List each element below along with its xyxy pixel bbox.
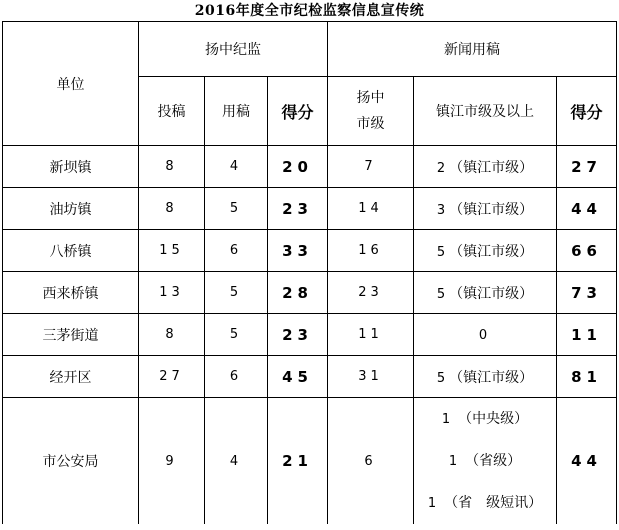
cell-unit: 经开区 — [3, 356, 139, 398]
cell-zhenjiang-count: 5 — [436, 370, 446, 386]
cell-score-news: 11 — [557, 314, 617, 356]
cell-submit: 8 — [139, 146, 205, 188]
cell-submit: 8 — [139, 188, 205, 230]
cell-yangzhong-city: 6 — [328, 398, 414, 525]
header-yangzhong-city-line2: 市级 — [356, 116, 385, 132]
table-row — [3, 356, 617, 398]
cell-used: 4 — [205, 146, 268, 188]
header-group-yangzhong: 扬中纪监 — [139, 22, 328, 77]
cell-unit: 新坝镇 — [3, 146, 139, 188]
cell-used: 6 — [205, 230, 268, 272]
table-row — [3, 146, 617, 188]
cell-zhenjiang-level — [414, 314, 557, 356]
header-zhenjiang-level: 镇江市级及以上 — [414, 77, 557, 146]
table-row — [3, 398, 617, 525]
cell-score-news: 44 — [557, 398, 617, 525]
cell-score-yangzhong: 23 — [268, 314, 328, 356]
cell-zhenjiang-level — [414, 188, 557, 230]
header-used: 用稿 — [205, 77, 268, 146]
header-submit: 投稿 — [139, 77, 205, 146]
header-score-yangzhong: 得分 — [268, 77, 328, 146]
cell-submit: 13 — [139, 272, 205, 314]
cell-score-news: 66 — [557, 230, 617, 272]
cell-unit: 油坊镇 — [3, 188, 139, 230]
header-yangzhong-city-line1: 扬中 — [356, 90, 385, 106]
cell-yangzhong-city: 11 — [328, 314, 414, 356]
cell-submit: 15 — [139, 230, 205, 272]
list-item-count: 1 — [448, 454, 458, 469]
table-row — [3, 314, 617, 356]
cell-zhenjiang-count: 5 — [436, 244, 446, 260]
cell-zhenjiang-level — [414, 230, 557, 272]
cell-zhenjiang-level — [414, 272, 557, 314]
cell-score-news: 81 — [557, 356, 617, 398]
cell-zhenjiang-text: （镇江市级） — [449, 159, 534, 176]
cell-yangzhong-city: 16 — [328, 230, 414, 272]
cell-yangzhong-city: 31 — [328, 356, 414, 398]
cell-score-yangzhong: 45 — [268, 356, 328, 398]
cell-zhenjiang-count: 3 — [436, 202, 446, 218]
cell-unit: 八桥镇 — [3, 230, 139, 272]
cell-score-yangzhong: 33 — [268, 230, 328, 272]
cell-submit: 8 — [139, 314, 205, 356]
cell-used: 6 — [205, 356, 268, 398]
cell-submit: 9 — [139, 398, 205, 525]
cell-score-yangzhong: 21 — [268, 398, 328, 525]
table-row — [3, 188, 617, 230]
cell-yangzhong-city: 14 — [328, 188, 414, 230]
cell-score-yangzhong: 28 — [268, 272, 328, 314]
cell-yangzhong-city: 7 — [328, 146, 414, 188]
cell-used: 4 — [205, 398, 268, 525]
list-item-text: （中央级） — [458, 411, 529, 427]
cell-used: 5 — [205, 272, 268, 314]
table-row — [3, 230, 617, 272]
cell-zhenjiang-count: 0 — [478, 327, 488, 343]
cell-zhenjiang-text: （镇江市级） — [449, 201, 534, 218]
cell-zhenjiang-text: （镇江市级） — [449, 285, 534, 302]
cell-score-news: 73 — [557, 272, 617, 314]
cell-zhenjiang-count: 2 — [436, 160, 446, 176]
cell-unit: 西来桥镇 — [3, 272, 139, 314]
cell-used: 5 — [205, 188, 268, 230]
cell-unit: 市公安局 — [3, 398, 139, 525]
zhenjiang-level-list — [414, 398, 556, 524]
header-unit: 单位 — [3, 22, 139, 146]
cell-score-yangzhong: 23 — [268, 188, 328, 230]
cell-score-news: 27 — [557, 146, 617, 188]
cell-zhenjiang-level — [414, 146, 557, 188]
cell-yangzhong-city: 23 — [328, 272, 414, 314]
header-row-1 — [3, 22, 617, 77]
cell-score-news: 44 — [557, 188, 617, 230]
header-score-news: 得分 — [557, 77, 617, 146]
list-item-text: （省级） — [465, 453, 522, 469]
cell-zhenjiang-text: （镇江市级） — [449, 243, 534, 260]
header-group-news: 新闻用稿 — [328, 22, 617, 77]
list-item — [442, 398, 528, 440]
list-item-text: （省 级短讯） — [444, 495, 543, 511]
stats-table — [2, 21, 617, 524]
table-row — [3, 272, 617, 314]
header-yangzhong-city — [328, 77, 414, 146]
cell-submit: 27 — [139, 356, 205, 398]
cell-zhenjiang-level — [414, 398, 557, 525]
cell-zhenjiang-level — [414, 356, 557, 398]
list-item-count: 1 — [441, 412, 451, 427]
cell-zhenjiang-count: 5 — [436, 286, 446, 302]
list-item-count: 1 — [427, 496, 437, 511]
cell-unit: 三茅街道 — [3, 314, 139, 356]
cell-used: 5 — [205, 314, 268, 356]
list-item — [428, 482, 542, 524]
cell-score-yangzhong: 20 — [268, 146, 328, 188]
list-item — [449, 440, 521, 482]
cell-zhenjiang-text: （镇江市级） — [449, 369, 534, 386]
table-title: 2016年度全市纪检监察信息宣传统 — [194, 3, 425, 19]
